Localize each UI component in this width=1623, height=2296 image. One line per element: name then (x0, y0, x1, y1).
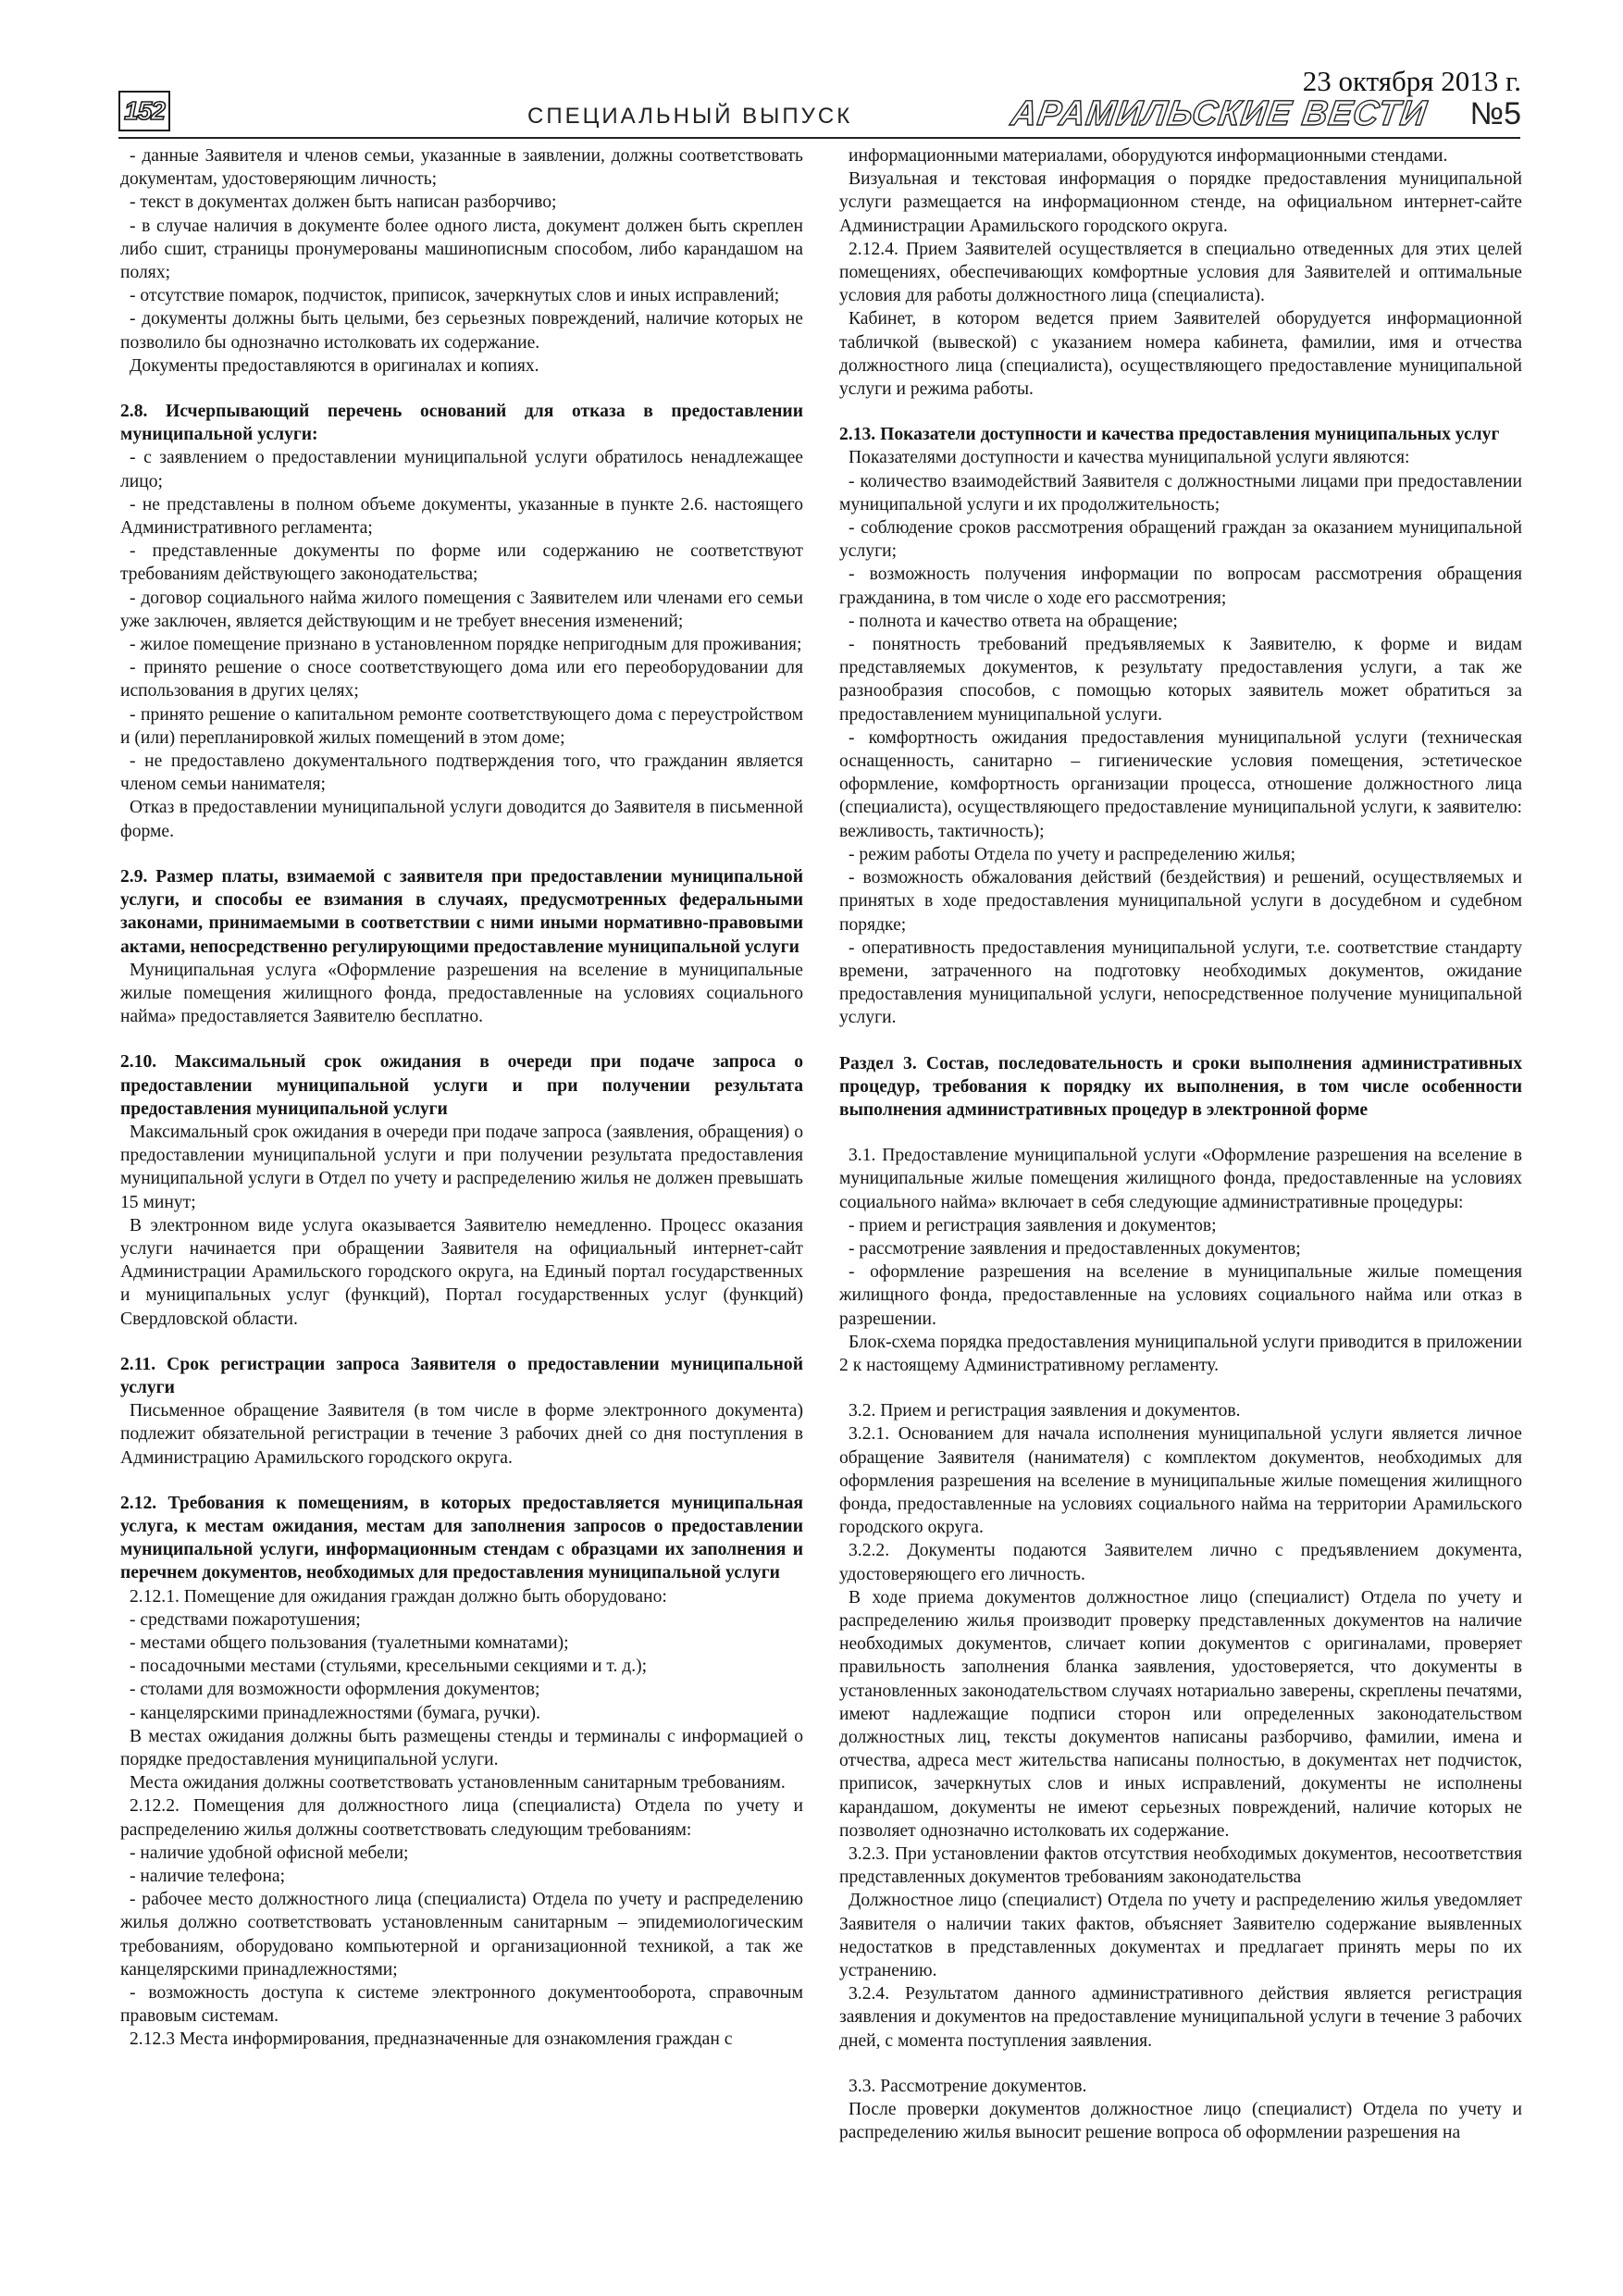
newspaper-name: АРАМИЛЬСКИЕ ВЕСТИ (1009, 94, 1431, 133)
paragraph: 3.2.2. Документы подаются Заявителем лично с предъявлением документа, удостоверяющего его личность. (839, 1541, 1522, 1584)
paragraph: - средствами пожаротушения; (130, 1609, 361, 1630)
paragraph: - оперативность предоставления муниципальной услуги, т.е. соответствие стандарту времени, затраченного на подготовку необходимых документов, ожидание предоставления муниципальной услуги, непосредственное получение муниципальной услуги. (839, 937, 1522, 1028)
paragraph: - количество взаимодействий Заявителя с должностными лицами при предоставлении муниципальной услуги и их продолжительность; (839, 471, 1522, 515)
paragraph: - полнота и качество ответа на обращение; (849, 611, 1178, 631)
page-number: 152 (124, 96, 165, 125)
paragraph: информационными материалами, оборудуются информационными стендами. (849, 146, 1448, 166)
issue-date: 23 октября 2013 г. (1302, 65, 1521, 97)
section-heading: 2.13. Показатели доступности и качества предоставления муниципальных услуг (839, 425, 1500, 445)
paragraph: - с заявлением о предоставлении муниципальной услуги обратилось ненадлежащее лицо; (120, 448, 803, 491)
section-heading: 2.12. Требования к помещениям, в которых предоставляется муниципальная услуга, к местам ожидания, местам для заполнения запросов о предоставлении муниципальной услуги, информационным стендам с образцами их заполнения и перечнем документов, необходимых для предоставления муниципальной услуги (120, 1493, 803, 1583)
paragraph: Блок-схема порядка предоставления муниципальной услуги приводится в приложении 2 к настоящему Административному регламенту. (839, 1332, 1522, 1375)
paragraph: Документы предоставляются в оригиналах и копиях. (130, 355, 539, 376)
paragraph: 3.1. Предоставление муниципальной услуги «Оформление разрешения на вселение в муниципальные жилые помещения жилищного фонда, предоставленные на условиях социального найма» включает в себя следующие административные процедуры: (839, 1146, 1522, 1212)
paragraph: Визуальная и текстовая информация о порядке предоставления муниципальной услуги размещается на информационном стенде, на официальном интернет-сайте Администрации Арамильского городского округа. (839, 169, 1522, 236)
paragraph: Места ожидания должны соответствовать установленным санитарным требованиям. (130, 1773, 786, 1793)
paragraph: - посадочными местами (стульями, кресельными секциями и т. д.); (130, 1657, 648, 1677)
paragraph: Муниципальная услуга «Оформление разрешения на вселение в муниципальные жилые помещения жилищного фонда, предоставленные на условиях социального найма» предоставляется Заявителю бесплатно. (120, 960, 803, 1027)
paragraph: - документы должны быть целыми, без серьезных повреждений, наличие которых не позволило бы однозначно истолковать их содержание. (120, 309, 803, 353)
paragraph: - принято решение о сносе соответствующего дома или его переоборудовании для использования в других целях; (120, 658, 803, 701)
paragraph: 3.2.1. Основанием для начала исполнения муниципальной услуги является личное обращение Заявителя (нанимателя) с комплектом документов, необходимых для оформления разрешения на вселение в муниципальные жилые помещения жилищного фонда, предоставленные на условиях социального найма на территории Арамильского городского округа. (839, 1424, 1522, 1538)
paragraph: 2.12.3 Места информирования, предназначенные для ознакомления граждан с (130, 2029, 733, 2050)
paragraph: - договор социального найма жилого помещения с Заявителем или членами его семьи уже заключен, является действующим и не требует внесения изменений; (120, 588, 803, 631)
section-heading: Раздел 3. Состав, последовательность и сроки выполнения административных процедур, требования к порядку их выполнения, в том числе особенности выполнения административных процедур в электронной форме (839, 1053, 1522, 1120)
paragraph: 3.3. Рассмотрение документов. (849, 2076, 1087, 2096)
paragraph: Должностное лицо (специалист) Отдела по учету и распределению жилья уведомляет Заявителя о наличии таких фактов, объясняет Заявителю содержание выявленных недостатков в представленных документах и предлагает принять меры по их устранению. (839, 1891, 1522, 1981)
paragraph: - понятность требований предъявляемых к Заявителю, к форме и видам представляемых документов, к результату предоставления услуги, а так же разнообразия способов, с помощью которых заявитель может обратиться за предоставлением муниципальной услуги. (839, 635, 1522, 725)
paragraph: - наличие телефона; (130, 1867, 286, 1887)
right-column (839, 144, 1522, 2144)
paragraph: - режим работы Отдела по учету и распределению жилья; (849, 844, 1296, 864)
paragraph: - отсутствие помарок, подчисток, приписок, зачеркнутых слов и иных исправлений; (130, 286, 780, 306)
paragraph: - в случае наличия в документе более одного листа, документ должен быть скреплен либо сшит, страницы пронумерованы машинописным способом, либо карандашом на полях; (120, 216, 803, 283)
paragraph: - принято решение о капитальном ремонте соответствующего дома с переустройством и (или) перепланировкой жилых помещений в этом доме; (120, 704, 803, 748)
paragraph: - данные Заявителя и членов семьи, указанные в заявлении, должны соответствовать документам, удостоверяющим личность; (120, 146, 803, 190)
paragraph: - не представлены в полном объеме документы, указанные в пункте 2.6. настоящего Административного регламента; (120, 494, 803, 539)
paragraph: После проверки документов должностное лицо (специалист) Отдела по учету и распределению жилья выносит решение вопроса об оформлении разрешения на (839, 2100, 1522, 2143)
section-heading: 2.8. Исчерпывающий перечень оснований для отказа в предоставлении муниципальной услуги: (120, 402, 803, 445)
paragraph: - прием и регистрация заявления и документов; (849, 1215, 1217, 1235)
paragraph: - оформление разрешения на вселение в муниципальные жилые помещения жилищного фонда, предоставленные на условиях социального найма или отказ в разрешении. (839, 1262, 1522, 1329)
paragraph: - не предоставлено документального подтверждения того, что гражданин является членом семьи нанимателя; (120, 751, 803, 795)
paragraph: - рабочее место должностного лица (специалиста) Отдела по учету и распределению жилья должно соответствовать установленным санитарным – эпидемиологическим требованиям, оборудовано компьютерной и организационной техникой, а так же канцелярскими принадлежностями; (120, 1890, 803, 1980)
paragraph: - наличие удобной офисной мебели; (130, 1843, 409, 1863)
paragraph: В местах ожидания должны быть размещены стенды и терминалы с информацией о порядке предоставления муниципальной услуги. (120, 1726, 803, 1769)
paragraph: В ходе приема документов должностное лицо (специалист) Отдела по учету и распределению жилья производит проверку представленных документов на наличие необходимых документов, сличает копии документов с оригиналами, проверяет правильность заполнения бланка заявления, удостоверяется, что документы в установленных законодательством случаях нотариально заверены, скреплены печатями, имеют надлежащие подписи сторон или определенных законодательством должностных лиц, тексты документов написаны разборчиво, фамилии, имена и отчества, адреса мест жительства написаны полностью, в документах нет подчисток, приписок, зачеркнутых слов и иных исправлений, документы не исполнены карандашом, документы не имеют серьезных повреждений, наличие которых не позволяет однозначно истолковать их содержание. (839, 1587, 1522, 1841)
paragraph: Отказ в предоставлении муниципальной услуги доводится до Заявителя в письменной форме. (120, 798, 803, 841)
paragraph: - столами для возможности оформления документов; (130, 1680, 540, 1700)
paragraph: - комфортность ожидания предоставления муниципальной услуги (техническая оснащенность, санитарно – гигиенические условия помещения, эстетическое оформление, комфортность организации процесса, отношение должностного лица (специалиста), осуществляющего предоставление муниципальной услуги, к заявителю: вежливость, тактичность); (839, 727, 1522, 841)
section-heading: 2.11. Срок регистрации запроса Заявителя о предоставлении муниципальной услуги (120, 1354, 803, 1397)
paragraph: 2.12.4. Прием Заявителей осуществляется в специально отведенных для этих целей помещениях, обеспечивающих комфортные условия для Заявителей и оптимальные условия для работы должностного лица (специалиста). (839, 239, 1522, 306)
paragraph: - местами общего пользования (туалетными комнатами); (130, 1632, 569, 1653)
paragraph: - возможность доступа к системе электронного документооборота, справочным правовым системам. (120, 1983, 803, 2027)
issue-title: СПЕЦИАЛЬНЫЙ ВЫПУСК (527, 104, 853, 129)
paragraph: Максимальный срок ожидания в очереди при подаче запроса (заявления, обращения) о предоставлении муниципальной услуги и при получении результата предоставления муниципальной услуги в Отдел по учету и распределению жилья не должен превышать 15 минут; (120, 1122, 803, 1212)
left-column (120, 144, 803, 2052)
paragraph: 2.12.1. Помещение для ожидания граждан должно быть оборудовано: (130, 1586, 667, 1607)
paragraph: В электронном виде услуга оказывается Заявителю немедленно. Процесс оказания услуги начинается при обращении Заявителя на официальный интернет-сайт Администрации Арамильского городского округа, на Единый портал государственных и муниципальных услуг (функций), Портал государственных услуг (функций) Свердловской области. (120, 1215, 803, 1329)
paragraph: - рассмотрение заявления и предоставленных документов; (849, 1238, 1301, 1259)
paragraph: Показателями доступности и качества муниципальной услуги являются: (849, 448, 1410, 468)
paragraph: Письменное обращение Заявителя (в том числе в форме электронного документа) подлежит обязательной регистрации в течение 3 рабочих дней со дня поступления в Администрацию Арамильского городского округа. (120, 1401, 803, 1468)
paragraph: - соблюдение сроков рассмотрения обращений граждан за оказанием муниципальной услуги; (839, 518, 1522, 562)
paragraph: - канцелярскими принадлежностями (бумага, ручки). (130, 1703, 540, 1723)
page-number-box (118, 91, 170, 131)
paragraph: - текст в документах должен быть написан разборчиво; (130, 192, 557, 213)
paragraph: - жилое помещение признано в установленном порядке непригодным для проживания; (130, 635, 802, 655)
paragraph: 3.2.3. При установлении фактов отсутствия необходимых документов, несоответствия представленных документов требованиям законодательства (839, 1844, 1522, 1888)
header-rule (118, 137, 1520, 139)
paragraph: Кабинет, в котором ведется прием Заявителей оборудуется информационной табличкой (вывеской) с указанием номера кабинета, фамилии, имя и отчества должностного лица (специалиста), осуществляющего предоставление муниципальной услуги и режима работы. (839, 309, 1522, 400)
paragraph: - представленные документы по форме или содержанию не соответствуют требованиям действующего законодательства; (120, 541, 803, 585)
masthead (109, 59, 1525, 133)
section-heading: 2.10. Максимальный срок ожидания в очереди при подаче запроса о предоставлении муниципальной услуги и при получении результата предоставления муниципальной услуги (120, 1052, 803, 1119)
issue-number: №5 (1469, 96, 1521, 131)
paragraph: 2.12.2. Помещения для должностного лица (специалиста) Отдела по учету и распределению жилья должны соответствовать следующим требованиям: (120, 1796, 803, 1840)
paragraph: 3.2. Прием и регистрация заявления и документов. (849, 1401, 1241, 1421)
section-heading: 2.9. Размер платы, взимаемой с заявителя при предоставлении муниципальной услуги, и способы ее взимания в случаях, предусмотренных федеральными законами, принимаемыми в соответствии с ними иными нормативно-правовыми актами, непосредственно регулирующими предоставление муниципальной услуги (120, 866, 803, 957)
paragraph: 3.2.4. Результатом данного административного действия является регистрация заявления и документов на предоставление муниципальной услуги в течение 3 рабочих дней, с момента поступления заявления. (839, 1984, 1522, 2051)
paragraph: - возможность обжалования действий (бездействия) и решений, осуществляемых и принятых в ходе предоставления муниципальной услуги в досудебном и судебном порядке; (839, 868, 1522, 935)
paragraph: - возможность получения информации по вопросам рассмотрения обращения гражданина, в том числе о ходе его рассмотрения; (839, 565, 1522, 608)
